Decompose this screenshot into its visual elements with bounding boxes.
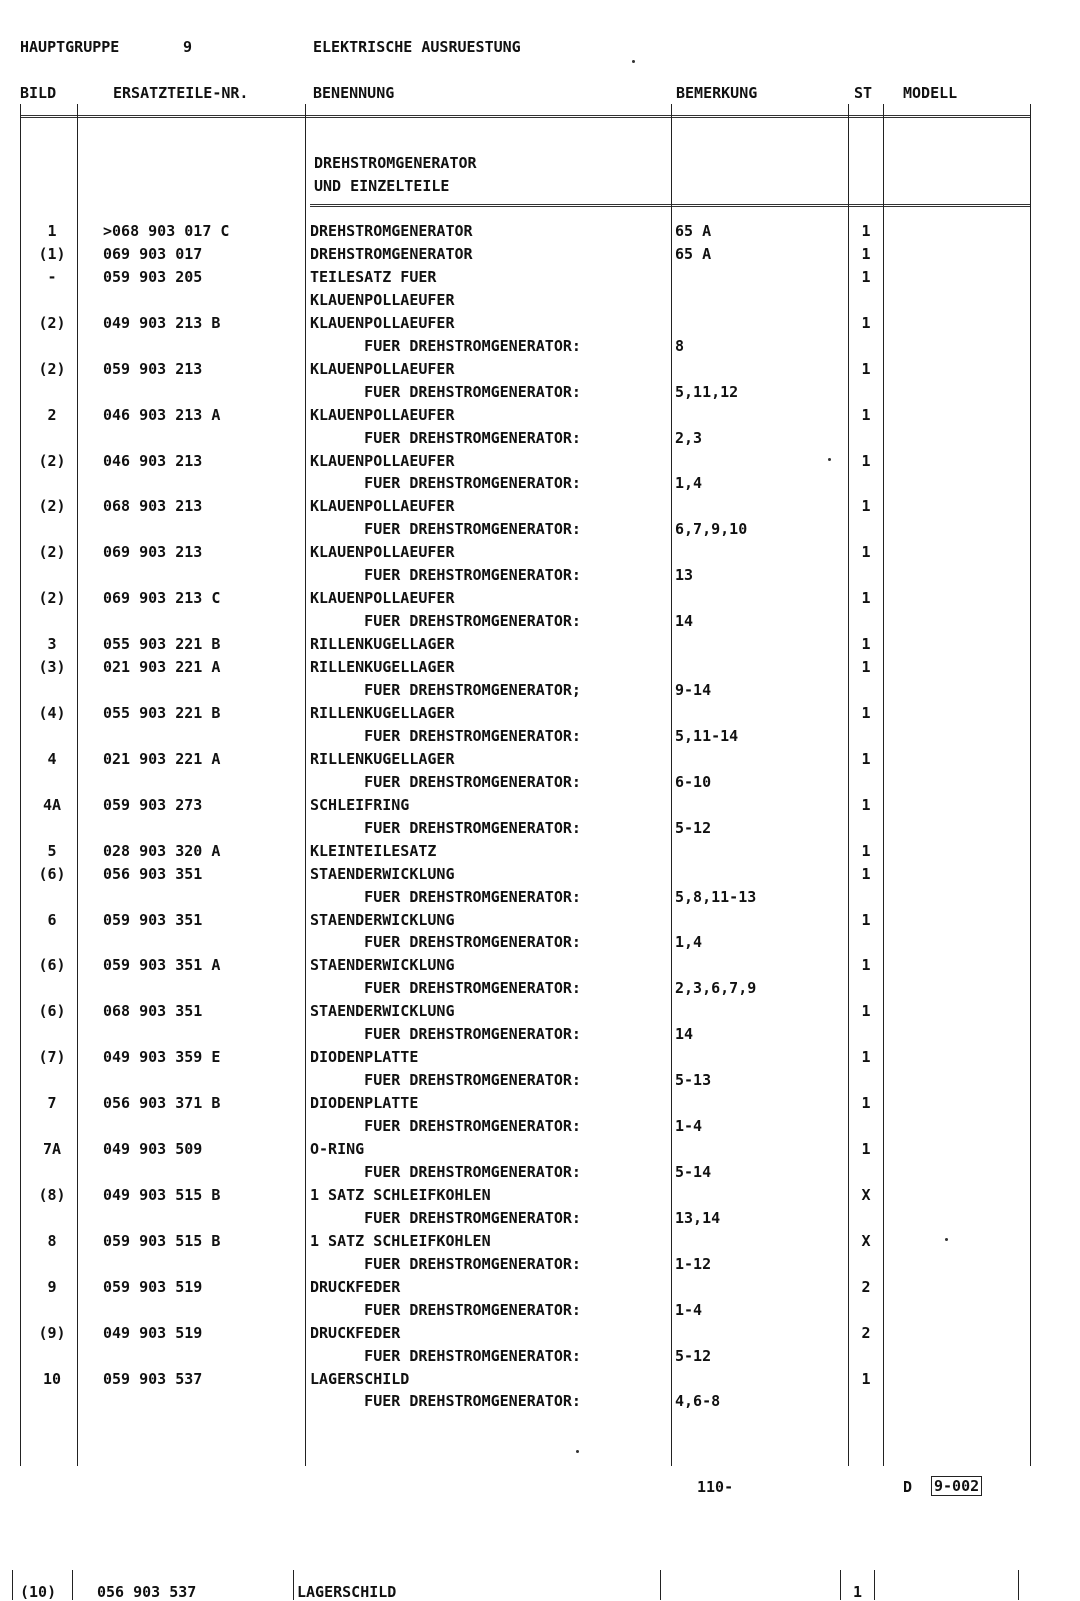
next-page-rule-right	[1018, 1570, 1019, 1600]
row-part-name: STAENDERWICKLUNG	[310, 911, 455, 929]
row-part-name: STAENDERWICKLUNG	[310, 1002, 455, 1020]
row-quantity: 1	[861, 314, 871, 332]
row-bild: 5	[47, 842, 57, 860]
row-part-name: DREHSTROMGENERATOR	[310, 222, 473, 240]
row-part-name: RILLENKUGELLAGER	[310, 635, 455, 653]
row-part-name: KLAUENPOLLAEUFER	[310, 314, 455, 332]
row-part-name: DREHSTROMGENERATOR	[310, 245, 473, 263]
section-title: ELEKTRISCHE AUSRUESTUNG	[313, 38, 521, 56]
row-bild: 1	[47, 222, 57, 240]
row-remark: 65 A	[675, 245, 712, 263]
group-double-rule	[310, 204, 1030, 207]
row-remark: 5,8,11-13	[675, 888, 757, 906]
row-part-name: LAGERSCHILD	[310, 1370, 410, 1388]
row-bild: (2)	[38, 497, 66, 515]
row-part-name: FUER DREHSTROMGENERATOR:	[310, 979, 581, 997]
col-divider-left	[20, 104, 21, 1466]
col-divider-teilenr	[305, 104, 306, 1466]
row-part-name: RILLENKUGELLAGER	[310, 704, 455, 722]
row-remark: 4,6-8	[675, 1392, 721, 1410]
row-bild: 4	[47, 750, 57, 768]
row-part-name: TEILESATZ FUER	[310, 268, 437, 286]
row-quantity: X	[861, 1232, 871, 1250]
row-remark: 1,4	[675, 474, 703, 492]
row-remark: 6-10	[675, 773, 712, 791]
row-part-name: RILLENKUGELLAGER	[310, 750, 455, 768]
row-part-name: 1 SATZ SCHLEIFKOHLEN	[310, 1186, 491, 1204]
row-remark: 1-4	[675, 1301, 703, 1319]
row-quantity: 1	[861, 635, 871, 653]
row-bild: (1)	[38, 245, 66, 263]
group-title-line2: UND EINZELTEILE	[314, 177, 450, 195]
row-part-name: FUER DREHSTROMGENERATOR:	[310, 1163, 581, 1181]
row-quantity: 1	[861, 245, 871, 263]
row-part-number: 068 903 351	[103, 1002, 203, 1020]
row-part-number: 021 903 221 A	[103, 658, 221, 676]
row-remark: 8	[675, 337, 685, 355]
row-quantity: 1	[861, 589, 871, 607]
row-part-name: FUER DREHSTROMGENERATOR:	[310, 1071, 581, 1089]
row-remark: 14	[675, 612, 694, 630]
col-divider-bemerkung	[848, 104, 849, 1466]
row-part-name: DRUCKFEDER	[310, 1324, 401, 1342]
row-bild: -	[47, 268, 57, 286]
row-part-number: 049 903 515 B	[103, 1186, 221, 1204]
row-bild: 7	[47, 1094, 57, 1112]
row-part-name: FUER DREHSTROMGENERATOR:	[310, 1347, 581, 1365]
row-bild: 8	[47, 1232, 57, 1250]
row-part-name: SCHLEIFRING	[310, 796, 410, 814]
row-quantity: 1	[861, 1002, 871, 1020]
row-remark: 5-12	[675, 819, 712, 837]
row-bild: (4)	[38, 704, 66, 722]
row-part-name: DIODENPLATTE	[310, 1048, 419, 1066]
next-page-rule-nr	[293, 1570, 294, 1600]
row-part-name: FUER DREHSTROMGENERATOR:	[310, 1209, 581, 1227]
next-page-bild: (10)	[20, 1583, 57, 1601]
row-remark: 14	[675, 1025, 694, 1043]
next-page-part-name: LAGERSCHILD	[297, 1583, 397, 1601]
row-part-name: FUER DREHSTROMGENERATOR:	[310, 773, 581, 791]
row-quantity: 1	[861, 360, 871, 378]
scan-speck	[828, 458, 831, 461]
row-remark: 5-12	[675, 1347, 712, 1365]
row-part-number: 059 903 519	[103, 1278, 203, 1296]
row-bild: 10	[42, 1370, 62, 1388]
row-part-number: 055 903 221 B	[103, 704, 221, 722]
next-page-rule-st	[874, 1570, 875, 1600]
row-bild: (7)	[38, 1048, 66, 1066]
row-part-name: FUER DREHSTROMGENERATOR:	[310, 1117, 581, 1135]
row-quantity: X	[861, 1186, 871, 1204]
row-remark: 5,11,12	[675, 383, 739, 401]
row-part-number: >068 903 017 C	[103, 222, 230, 240]
row-quantity: 1	[861, 1370, 871, 1388]
row-part-name: FUER DREHSTROMGENERATOR:	[310, 1301, 581, 1319]
row-part-number: 046 903 213 A	[103, 406, 221, 424]
row-remark: 2,3,6,7,9	[675, 979, 757, 997]
hauptgruppe-label: HAUPTGRUPPE	[20, 38, 120, 56]
col-divider-right	[1030, 104, 1031, 1466]
group-title-line1: DREHSTROMGENERATOR	[314, 154, 477, 172]
row-part-name: FUER DREHSTROMGENERATOR:	[310, 612, 581, 630]
row-part-name: FUER DREHSTROMGENERATOR:	[310, 429, 581, 447]
row-part-name: FUER DREHSTROMGENERATOR:	[310, 819, 581, 837]
col-divider-benennung	[671, 104, 672, 1466]
scan-speck	[945, 1238, 948, 1241]
row-part-name: KLAUENPOLLAEUFER	[310, 291, 455, 309]
row-part-name: 1 SATZ SCHLEIFKOHLEN	[310, 1232, 491, 1250]
row-part-name: KLEINTEILESATZ	[310, 842, 437, 860]
row-remark: 5-14	[675, 1163, 712, 1181]
page-number: 110-	[697, 1478, 734, 1496]
row-part-name: STAENDERWICKLUNG	[310, 865, 455, 883]
row-bild: (3)	[38, 658, 66, 676]
row-bild: (2)	[38, 543, 66, 561]
scan-speck	[576, 1450, 579, 1453]
row-bild: (6)	[38, 865, 66, 883]
row-quantity: 1	[861, 543, 871, 561]
row-part-number: 049 903 213 B	[103, 314, 221, 332]
hauptgruppe-number: 9	[183, 38, 193, 56]
row-part-number: 068 903 213	[103, 497, 203, 515]
row-quantity: 1	[861, 222, 871, 240]
row-part-name: FUER DREHSTROMGENERATOR:	[310, 1025, 581, 1043]
row-part-name: KLAUENPOLLAEUFER	[310, 452, 455, 470]
row-part-name: FUER DREHSTROMGENERATOR:	[310, 337, 581, 355]
next-page-rule-note	[840, 1570, 841, 1600]
next-page-quantity: 1	[853, 1583, 863, 1601]
row-remark: 1-4	[675, 1117, 703, 1135]
row-bild: (2)	[38, 360, 66, 378]
row-part-number: 021 903 221 A	[103, 750, 221, 768]
row-bild: 9	[47, 1278, 57, 1296]
row-bild: (2)	[38, 589, 66, 607]
row-part-name: DIODENPLATTE	[310, 1094, 419, 1112]
row-part-name: FUER DREHSTROMGENERATOR:	[310, 520, 581, 538]
row-quantity: 1	[861, 796, 871, 814]
row-part-number: 059 903 351 A	[103, 956, 221, 974]
row-part-number: 059 903 273	[103, 796, 203, 814]
col-divider-st	[883, 104, 884, 1466]
row-part-number: 049 903 509	[103, 1140, 203, 1158]
row-part-name: FUER DREHSTROMGENERATOR:	[310, 566, 581, 584]
row-remark: 1-12	[675, 1255, 712, 1273]
row-remark: 1,4	[675, 933, 703, 951]
row-part-number: 059 903 205	[103, 268, 203, 286]
row-part-number: 069 903 213	[103, 543, 203, 561]
row-part-number: 028 903 320 A	[103, 842, 221, 860]
row-part-name: FUER DREHSTROMGENERATOR:	[310, 933, 581, 951]
row-bild: 3	[47, 635, 57, 653]
row-bild: (2)	[38, 452, 66, 470]
row-part-number: 056 903 351	[103, 865, 203, 883]
row-bild: (2)	[38, 314, 66, 332]
row-quantity: 1	[861, 1094, 871, 1112]
row-remark: 9-14	[675, 681, 712, 699]
row-remark: 65 A	[675, 222, 712, 240]
row-bild: (6)	[38, 1002, 66, 1020]
row-bild: (8)	[38, 1186, 66, 1204]
row-part-number: 069 903 213 C	[103, 589, 221, 607]
row-part-name: KLAUENPOLLAEUFER	[310, 589, 455, 607]
row-quantity: 1	[861, 406, 871, 424]
row-quantity: 1	[861, 658, 871, 676]
scan-speck	[632, 60, 635, 63]
row-part-number: 059 903 351	[103, 911, 203, 929]
page-reference-box: 9-002	[931, 1476, 982, 1496]
row-part-number: 055 903 221 B	[103, 635, 221, 653]
row-part-name: KLAUENPOLLAEUFER	[310, 497, 455, 515]
row-quantity: 2	[861, 1324, 871, 1342]
col-header-teilenr: ERSATZTEILE-NR.	[113, 84, 249, 102]
row-quantity: 1	[861, 268, 871, 286]
row-part-name: FUER DREHSTROMGENERATOR:	[310, 727, 581, 745]
row-remark: 13	[675, 566, 694, 584]
row-part-number: 059 903 515 B	[103, 1232, 221, 1250]
row-remark: 5-13	[675, 1071, 712, 1089]
row-part-name: FUER DREHSTROMGENERATOR;	[310, 681, 581, 699]
col-header-bild: BILD	[20, 84, 57, 102]
row-part-number: 059 903 213	[103, 360, 203, 378]
row-bild: 4A	[42, 796, 62, 814]
row-part-name: FUER DREHSTROMGENERATOR:	[310, 888, 581, 906]
row-quantity: 1	[861, 1048, 871, 1066]
row-quantity: 1	[861, 956, 871, 974]
row-quantity: 1	[861, 865, 871, 883]
col-header-benennung: BENENNUNG	[313, 84, 395, 102]
row-part-number: 049 903 359 E	[103, 1048, 221, 1066]
row-part-name: O-RING	[310, 1140, 365, 1158]
next-page-rule-name	[660, 1570, 661, 1600]
row-bild: 6	[47, 911, 57, 929]
row-part-name: STAENDERWICKLUNG	[310, 956, 455, 974]
row-quantity: 1	[861, 1140, 871, 1158]
row-part-name: FUER DREHSTROMGENERATOR:	[310, 383, 581, 401]
row-part-name: KLAUENPOLLAEUFER	[310, 360, 455, 378]
row-part-name: KLAUENPOLLAEUFER	[310, 543, 455, 561]
header-double-rule	[20, 115, 1030, 118]
row-part-name: FUER DREHSTROMGENERATOR:	[310, 474, 581, 492]
row-part-number: 069 903 017	[103, 245, 203, 263]
next-page-part-number: 056 903 537	[97, 1583, 197, 1601]
next-page-rule-bild	[72, 1570, 73, 1600]
row-quantity: 1	[861, 842, 871, 860]
row-quantity: 1	[861, 497, 871, 515]
row-part-name: FUER DREHSTROMGENERATOR:	[310, 1392, 581, 1410]
row-remark: 13,14	[675, 1209, 721, 1227]
col-header-bemerkung: BEMERKUNG	[676, 84, 758, 102]
next-page-rule-left	[12, 1570, 13, 1600]
row-part-number: 046 903 213	[103, 452, 203, 470]
row-quantity: 1	[861, 911, 871, 929]
row-bild: (6)	[38, 956, 66, 974]
row-bild: 7A	[42, 1140, 62, 1158]
row-quantity: 1	[861, 704, 871, 722]
row-quantity: 2	[861, 1278, 871, 1296]
row-bild: (9)	[38, 1324, 66, 1342]
row-quantity: 1	[861, 452, 871, 470]
row-remark: 6,7,9,10	[675, 520, 748, 538]
row-part-name: DRUCKFEDER	[310, 1278, 401, 1296]
row-part-name: KLAUENPOLLAEUFER	[310, 406, 455, 424]
col-divider-bild	[77, 104, 78, 1466]
col-header-modell: MODELL	[903, 84, 958, 102]
row-part-name: RILLENKUGELLAGER	[310, 658, 455, 676]
row-remark: 2,3	[675, 429, 703, 447]
row-quantity: 1	[861, 750, 871, 768]
row-part-number: 059 903 537	[103, 1370, 203, 1388]
col-header-st: ST	[854, 84, 873, 102]
row-part-number: 056 903 371 B	[103, 1094, 221, 1112]
language-code: D	[903, 1478, 913, 1496]
row-part-name: FUER DREHSTROMGENERATOR:	[310, 1255, 581, 1273]
row-remark: 5,11-14	[675, 727, 739, 745]
row-part-number: 049 903 519	[103, 1324, 203, 1342]
row-bild: 2	[47, 406, 57, 424]
